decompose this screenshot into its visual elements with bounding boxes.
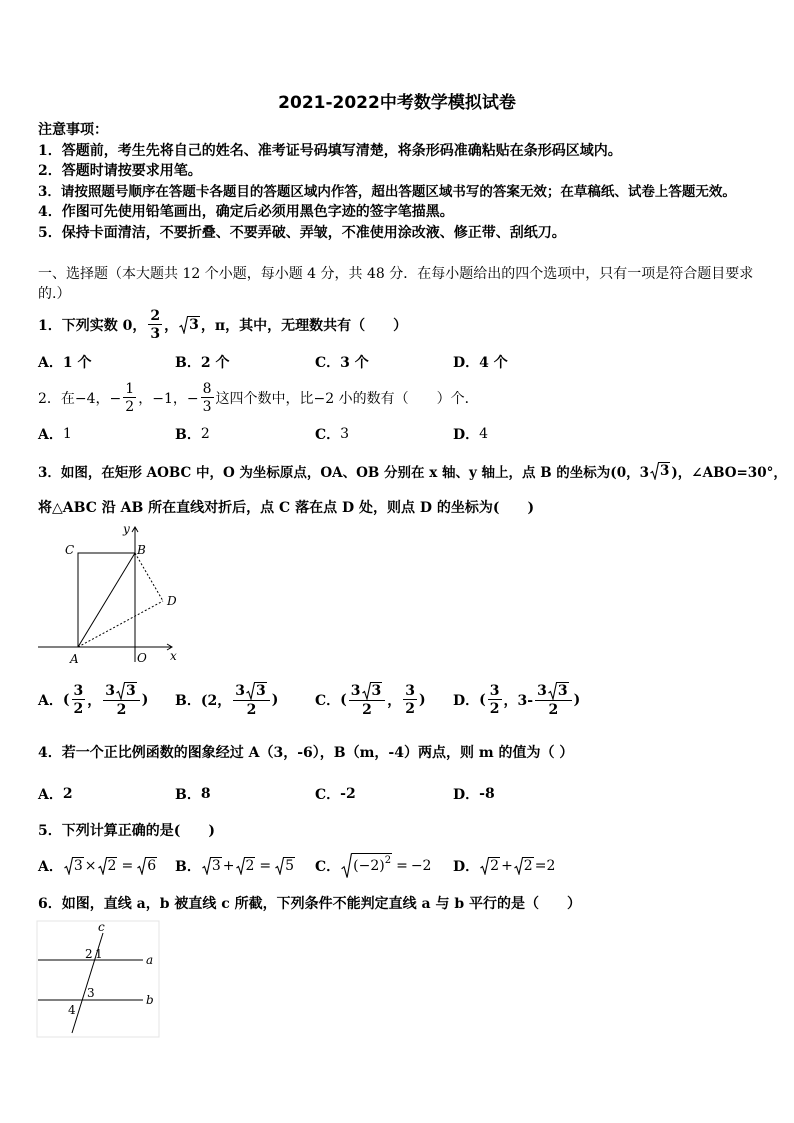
option-label: C．: [315, 859, 341, 875]
square-root: [548, 682, 569, 700]
fraction: [403, 683, 417, 717]
option-text: (: [340, 692, 347, 708]
radical-sign-icon: [246, 682, 255, 700]
right-hand-side: −2: [410, 858, 432, 874]
line-label-a: a: [146, 953, 154, 967]
fraction: [349, 682, 386, 718]
coefficient: 3: [350, 683, 361, 699]
point-label-d: D: [167, 594, 177, 608]
question-stem-part: ，−1，−: [138, 391, 199, 407]
denominator: 2: [362, 702, 372, 718]
question-number: 3．: [38, 465, 61, 481]
option-text: 4: [479, 426, 489, 442]
option-text: ，: [387, 693, 402, 709]
option-text: -8: [479, 786, 495, 802]
radical-sign-icon: [548, 682, 557, 700]
question-stem-part: ，π，其中，无理数共有（ ）: [200, 318, 408, 334]
fraction: [148, 308, 162, 342]
option-label: A．: [38, 693, 63, 709]
notice-item-text: 2．答题时请按要求用笔。: [38, 163, 202, 179]
question-6: [38, 883, 581, 923]
option-label: B．: [175, 693, 201, 709]
fraction: [123, 381, 136, 415]
line-label-b: b: [146, 993, 154, 1007]
option-label: B．: [175, 787, 201, 803]
option-label: D．: [453, 427, 480, 443]
option-label: A．: [38, 787, 63, 803]
radicand: 2: [523, 858, 533, 874]
square-root: [246, 682, 267, 700]
radicand: 3: [126, 683, 136, 699]
coefficient: 3: [537, 683, 547, 699]
fraction: [103, 682, 140, 718]
option-label: C．: [315, 693, 341, 709]
denominator: 3: [202, 399, 212, 415]
square-root: [137, 857, 157, 875]
fraction: [201, 381, 214, 415]
numerator: 8: [202, 381, 212, 397]
square-root: [202, 857, 222, 875]
point-label-o: O: [137, 651, 147, 665]
equals-sign: =: [396, 858, 408, 874]
radical-sign-icon: [650, 462, 659, 480]
numerator: 1: [125, 381, 135, 397]
section-heading-line: 一、选择题（本大题共 12 个小题，每小题 4 分，共 48 分．在每小题给出的四个选项中，只有一项是符合题目要求: [38, 266, 754, 282]
question-4: [38, 732, 573, 772]
option-text: 3 个: [340, 355, 369, 371]
q6-parallel-lines-figure: [36, 920, 162, 1040]
radical-sign-icon: [341, 853, 352, 879]
section-heading: [38, 253, 753, 293]
option-text: ): [573, 692, 581, 708]
coefficient: 3: [235, 683, 245, 699]
option-label: A．: [38, 355, 63, 371]
option-text: ，: [87, 693, 102, 709]
radicand: 3: [255, 683, 266, 699]
option-c: [315, 424, 453, 444]
option-c: [315, 853, 453, 879]
question-number: 2．: [38, 391, 61, 407]
option-label: A．: [38, 427, 63, 443]
question-stem-part: 如图，在矩形 AOBC 中，O 为坐标原点，OA、OB 分别在 x 轴、y 轴上，点 B 的坐标为(0，3: [60, 465, 649, 481]
denominator: 2: [73, 701, 84, 717]
option-d: [453, 856, 555, 876]
page-title: 2021-2022中考数学模拟试卷: [278, 92, 516, 113]
option-a: [38, 352, 175, 372]
operator: +: [501, 858, 513, 874]
denominator: 2: [489, 701, 500, 717]
denominator: 2: [246, 702, 257, 718]
square-root: [275, 857, 295, 875]
radical-sign-icon: [137, 857, 146, 875]
point-label-b: B: [137, 543, 146, 557]
option-text: 3: [340, 426, 350, 442]
question-1: [38, 305, 407, 345]
point-label-a: A: [70, 652, 79, 666]
option-b: [175, 784, 315, 804]
option-label: C．: [315, 355, 341, 371]
point-label-c: C: [65, 543, 75, 557]
radical-sign-icon: [236, 857, 245, 875]
option-text: (: [62, 692, 70, 708]
option-label: D．: [453, 693, 480, 709]
square-root: [98, 857, 118, 875]
question-stem-part: )，∠ABO=30°，: [671, 465, 787, 481]
square-root: [362, 682, 383, 700]
option-text: ): [141, 692, 149, 708]
radicand: 5: [285, 858, 295, 874]
radicand: 3: [557, 683, 568, 699]
exponent: 2: [384, 855, 392, 866]
question-stem-part: 在−4，−: [60, 391, 122, 407]
option-label: B．: [175, 355, 201, 371]
segment-ab: [78, 553, 135, 647]
segment-ad: [78, 601, 163, 647]
equals-sign: =: [259, 858, 272, 874]
denominator: 2: [125, 399, 135, 415]
notice-heading-text: 注意事项：: [38, 122, 108, 138]
option-text: 2 个: [200, 355, 230, 371]
option-text: 2: [200, 426, 210, 442]
radical-sign-icon: [480, 857, 489, 875]
option-label: D．: [453, 787, 480, 803]
fraction: [72, 683, 86, 717]
option-d: [453, 352, 508, 372]
radical-sign-icon: [98, 857, 107, 875]
question-5: [38, 810, 215, 850]
radical-sign-icon: [116, 682, 125, 700]
option-label: D．: [453, 355, 480, 371]
notice-item-text: 4．作图可先使用铅笔画出，确定后必须用黑色字迹的签字笔描黑。: [38, 204, 454, 220]
option-b: [175, 682, 315, 718]
section-heading-line: 的.）: [38, 286, 71, 302]
denominator: 2: [116, 702, 127, 718]
radicand: 3: [211, 858, 221, 874]
fraction: [488, 683, 502, 717]
square-root: [236, 857, 256, 875]
radical-sign-icon: [514, 857, 523, 875]
square-root: [341, 853, 392, 879]
segment-bd: [135, 553, 163, 601]
question-stem: 若一个正比例函数的图象经过 A（3，-6），B（m，-4）两点，则 m 的值为（ ）: [61, 745, 574, 761]
angle-label-1: 1: [95, 947, 103, 961]
option-text: 2: [62, 786, 73, 802]
question-number: 4．: [38, 745, 62, 761]
option-c: [315, 352, 453, 372]
option-d: [453, 784, 495, 804]
radicand: [352, 853, 392, 879]
numerator: 3: [489, 683, 500, 699]
question-number: 1．: [38, 318, 62, 334]
question-number: 6．: [38, 896, 62, 912]
radical-sign-icon: [64, 857, 73, 875]
numerator: [103, 682, 140, 701]
option-label: B．: [175, 859, 201, 875]
option-a: [38, 682, 175, 718]
radical-sign-icon: [179, 316, 188, 334]
square-root: [514, 857, 534, 875]
radical-sign-icon: [362, 682, 371, 700]
option-a: [38, 424, 175, 444]
notice-item: [38, 212, 566, 252]
radicand: 3: [371, 683, 382, 699]
option-b: [175, 424, 315, 444]
question-2-options: [38, 414, 488, 454]
numerator: 3: [405, 683, 416, 699]
question-stem: 如图，直线 a，b 被直线 c 所截，下列条件不能判定直线 a 与 b 平行的是（ ）: [61, 896, 581, 912]
option-text: 1: [62, 426, 72, 442]
operator: ×: [84, 858, 97, 874]
notice-item-text: 3．请按照题号顺序在答题卡各题目的答题区域内作答，超出答题区域书写的答案无效；在草稿纸、试卷上答题无效。: [38, 184, 736, 200]
square-root: [480, 857, 500, 875]
fraction: [535, 682, 572, 718]
option-text: ，3-: [503, 693, 534, 709]
square-root: [64, 857, 84, 875]
q3-coordinate-figure: [36, 518, 186, 668]
numerator: [349, 682, 386, 701]
option-b: [175, 856, 315, 876]
axis-label-x: x: [170, 649, 177, 663]
radicand-base: (−2): [353, 858, 385, 874]
notice-item-text: 1．答题前，考生先将自己的姓名、准考证号码填写清楚，将条形码准确粘贴在条形码区域内。: [38, 143, 622, 159]
radicand: 2: [490, 858, 500, 874]
radicand: 3: [660, 463, 670, 479]
numerator: [535, 682, 572, 701]
option-c: [315, 682, 453, 718]
radical-sign-icon: [202, 857, 211, 875]
radicand: 2: [107, 858, 117, 874]
figure-frame: [37, 921, 159, 1037]
angle-label-2: 2: [85, 947, 93, 961]
question-stem: 下列计算正确的是( ): [61, 823, 215, 839]
option-d: [453, 424, 488, 444]
question-3-options: [38, 680, 580, 720]
question-number: 5．: [38, 823, 62, 839]
denominator: 2: [405, 701, 416, 717]
angle-label-4: 4: [68, 1003, 76, 1017]
option-label: A．: [38, 859, 63, 875]
question-2: [38, 378, 479, 418]
option-label: C．: [315, 787, 341, 803]
denominator: 2: [548, 702, 559, 718]
option-label: B．: [175, 427, 201, 443]
question-stem-part: 将△ABC 沿 AB 所在直线对折后，点 C 落在点 D 处，则点 D 的坐标为( ): [38, 500, 535, 516]
radicand: 3: [73, 858, 83, 874]
option-text: ): [419, 692, 426, 708]
question-stem-part: ，: [164, 318, 179, 334]
option-text: ): [271, 692, 279, 708]
equals-sign: =: [121, 858, 134, 874]
radicand: 3: [189, 317, 199, 333]
option-text: (: [479, 692, 486, 708]
question-4-options: [38, 774, 495, 814]
option-label: C．: [315, 427, 341, 443]
operator: +: [222, 858, 235, 874]
option-c: [315, 784, 453, 804]
radicand: 6: [147, 858, 157, 874]
option-text: 4 个: [479, 355, 508, 371]
question-stem-part: 下列实数 0，: [61, 318, 147, 334]
numerator: 2: [150, 308, 161, 324]
radicand: 2: [245, 858, 255, 874]
option-text: (2，: [200, 693, 232, 709]
option-text: 8: [200, 786, 211, 802]
question-5-options: [38, 846, 555, 886]
square-root: [179, 316, 200, 334]
option-a: [38, 784, 175, 804]
question-1-options: [38, 342, 508, 382]
fraction: [233, 682, 270, 718]
square-root: [650, 462, 670, 480]
radical-sign-icon: [275, 857, 284, 875]
question-3: [38, 451, 787, 491]
numerator: [233, 682, 270, 701]
axis-label-y: y: [123, 522, 130, 536]
option-text: 1 个: [62, 355, 92, 371]
denominator: 3: [150, 326, 161, 342]
numerator: 3: [73, 683, 84, 699]
equals-sign: =: [534, 858, 547, 874]
coefficient: 3: [105, 683, 115, 699]
option-b: [175, 352, 315, 372]
question-stem-part: 这四个数中，比−2 小的数有（ ）个．: [215, 391, 479, 407]
option-d: [453, 682, 580, 718]
option-a: [38, 856, 175, 876]
square-root: [116, 682, 137, 700]
option-label: D．: [453, 859, 480, 875]
angle-label-3: 3: [87, 986, 95, 1000]
line-label-c: c: [98, 920, 105, 934]
right-hand-side: 2: [546, 858, 556, 874]
option-text: -2: [340, 786, 356, 802]
notice-item-text: 5．保持卡面清洁，不要折叠、不要弄破、弄皱，不准使用涂改液、修正带、刮纸刀。: [38, 225, 566, 241]
